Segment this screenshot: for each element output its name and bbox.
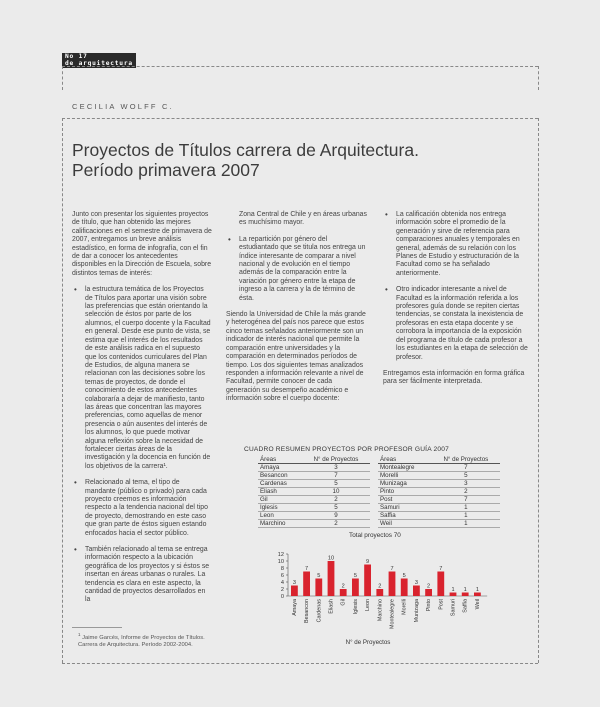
- row-value: 1: [432, 512, 500, 520]
- bullet-professors: • Otro indicador interesante a nivel de Facultad es la información referida a los profesores guía donde se repiten ciertas tendencias, se constata la inexistencia de profesoras en esta etapa docente y se corrobora la importancia de la exposición del programa de título de cada profesor a los estudiantes en la etapa de selección de profesor.: [383, 286, 529, 362]
- row-name: Munizaga: [378, 480, 432, 488]
- title-line-1: Proyectos de Títulos carrera de Arquitectura.: [72, 140, 419, 160]
- row-name: Besancon: [258, 472, 302, 480]
- row-value: 5: [432, 472, 500, 480]
- title-line-2: Período primavera 2007: [72, 160, 260, 180]
- category-label: Iglesis: [352, 599, 359, 615]
- frame-left-top: [62, 66, 63, 90]
- table-row: [378, 512, 500, 520]
- article-title: [72, 140, 492, 180]
- frame-rule: [62, 118, 538, 119]
- bar: [437, 572, 444, 597]
- bar: [376, 589, 383, 596]
- x-axis-label: N° de Proyectos: [345, 639, 391, 646]
- total-projects: Total proyectos 70: [349, 532, 401, 539]
- table-row: [258, 496, 370, 504]
- y-tick-label: 2: [280, 587, 284, 593]
- row-value: 7: [432, 496, 500, 504]
- table-row: [258, 512, 370, 520]
- table-row: [378, 488, 500, 496]
- table-row: [378, 520, 500, 528]
- bar: [462, 593, 469, 597]
- table-row: [258, 488, 370, 496]
- bullet-client-type: • Relacionado al tema, el tipo de mandante (público o privado) para cada proyecto creemos es información respecto a la tendencia nacional del tipo de proyecto, demostrando en este caso que gran parte de éstos siguen estando enfocados hacia el sector público.: [72, 479, 212, 538]
- table-row: [378, 504, 500, 512]
- table-row: [378, 472, 500, 480]
- intro-paragraph: Junto con presentar los siguientes proyectos de título, que han obtenido las mejores calificaciones en el semestre de primavera de 2007, entregamos un breve análisis estadístico, en forma de infografía, con el fin de dar a conocer los antecedentes disponibles en la Dirección de Escuela, sobre distintos temas de interés:: [72, 211, 212, 277]
- frame-right-top: [538, 66, 539, 90]
- author: CECILIA WOLFF C.: [72, 102, 174, 111]
- row-name: Pinto: [378, 488, 432, 496]
- header-area: Áreas: [378, 456, 432, 464]
- y-tick-label: 4: [280, 580, 284, 586]
- projects-bar-chart: [266, 548, 496, 648]
- row-name: Leon: [258, 512, 302, 520]
- footnote-line-2: Carrera de Arquitectura. Período 2002-2004.: [78, 642, 193, 649]
- row-value: 5: [302, 504, 370, 512]
- y-tick-label: 10: [277, 559, 284, 565]
- bar: [413, 586, 420, 597]
- y-tick-label: 8: [280, 566, 284, 572]
- table-row: [258, 504, 370, 512]
- frame-bottom: [62, 663, 538, 664]
- category-label: Morelli: [401, 599, 408, 615]
- category-label: Post: [438, 599, 445, 610]
- bar: [450, 593, 457, 597]
- footnote-mark: 1: [78, 632, 81, 637]
- header-count: N° de Proyectos: [432, 456, 500, 464]
- category-label: Saffia: [462, 599, 469, 613]
- row-value: 1: [432, 504, 500, 512]
- row-name: Gil: [258, 496, 302, 504]
- university-paragraph: Siendo la Universidad de Chile la más grande y heterogénea del país nos parece que estos cinco temas señalados anteriormente son un indicador de interés nacional que permite la comparación entre universidades y la comparación en determinados períodos de tiempo. Los dos siguientes temas analizados responden a información relevante a nivel de Facultad, permite conocer de cada generación su desempeño académico e información sobre el cuerpo docente:: [226, 311, 366, 403]
- header-count: N° de Proyectos: [302, 456, 370, 464]
- category-label: Amaya: [291, 599, 298, 616]
- frame-top: [62, 66, 538, 67]
- bullet-gender: • La repartición por género del estudiantado que se titula nos entrega un índice interesante de comparar a nivel nacional y de evolución en el tiempo además de la comparación entre la variación por género entre la etapa de ingreso a la carrera y la de término de ésta.: [226, 236, 368, 303]
- row-value: 2: [302, 496, 370, 504]
- summary-table-right: [378, 456, 500, 528]
- bar: [389, 572, 396, 597]
- bar-value-label: 3: [414, 580, 418, 586]
- summary-table-left: [258, 456, 370, 528]
- row-value: 5: [302, 480, 370, 488]
- row-name: Montealegre: [378, 464, 432, 472]
- frame-right: [538, 118, 539, 663]
- row-name: Morelli: [378, 472, 432, 480]
- category-label: Samuri: [450, 599, 457, 617]
- category-label: Eliash: [328, 599, 335, 614]
- row-name: Iglesis: [258, 504, 302, 512]
- bar: [340, 589, 347, 596]
- closing-paragraph: Entregamos esta información en forma gráfica para ser fácilmente interpretada.: [383, 369, 525, 386]
- row-name: Cardenas: [258, 480, 302, 488]
- row-value: 2: [302, 520, 370, 528]
- bullet-location: • También relacionado al tema se entrega información respecto a la ubicación geográfica de los proyectos y si éstos se insertan en áreas urbanas o rurales. La tendencia es clara en este aspecto, la cantidad de proyectos desarrollados en la: [72, 546, 212, 605]
- row-value: 3: [432, 480, 500, 488]
- bar-value-label: 2: [341, 583, 345, 590]
- bar-value-label: 3: [292, 580, 296, 586]
- row-value: 1: [432, 520, 500, 528]
- section-name: de arquitectura: [65, 59, 133, 67]
- bar-value-label: 9: [366, 559, 370, 565]
- issue-number: No 17: [65, 53, 88, 60]
- row-name: Marchino: [258, 520, 302, 528]
- footnote-rule: [72, 627, 122, 628]
- bullet-themes: • la estructura temática de los Proyectos de Títulos para aportar una visión sobre las preferencias que están orientando la selección de éstos por parte de los alumnos, el cuerpo docente y la Facultad en general. Desde ese punto de vista, se estima que el interés de los resultados de este análisis radica en el supuesto que los contenidos curriculares del Plan de Estudios, de alguna manera se relacionan con las decisiones sobre los temas de proyectos, de donde el conocimiento de estos antecedentes colaboraría a dejar de manifiesto, tanto las áreas que concentran las mayores preferencias, como aquellas de menor presencia o aún ausentes del interés de los alumnos, lo que puede motivar alguna reflexión sobre la necesidad de fortalecer ciertas áreas de la investigación y la docencia en función de los objetivos de la carrera¹.: [72, 286, 212, 471]
- category-label: Besancon: [304, 599, 311, 623]
- table-title: CUADRO RESUMEN PROYECTOS POR PROFESOR GUÍA 2007: [244, 446, 449, 453]
- header-area: Áreas: [258, 456, 302, 464]
- bar-value-label: 1: [475, 587, 479, 593]
- bar: [303, 572, 310, 597]
- row-name: Amaya: [258, 464, 302, 472]
- table-row: [258, 472, 370, 480]
- column-2: [226, 211, 368, 412]
- bar-value-label: 1: [451, 587, 455, 593]
- y-tick-label: 12: [277, 552, 284, 558]
- bar: [474, 593, 481, 597]
- bar-value-label: 5: [402, 573, 406, 579]
- column-1: [72, 211, 212, 613]
- row-value: 3: [302, 464, 370, 472]
- row-name: Eliash: [258, 488, 302, 496]
- bar-value-label: 1: [463, 587, 467, 593]
- row-name: Weil: [378, 520, 432, 528]
- category-label: Montealegre: [389, 599, 396, 629]
- table-header-row: [258, 456, 370, 464]
- row-value: 7: [302, 472, 370, 480]
- y-tick-label: 6: [280, 573, 284, 579]
- footnote: [78, 631, 205, 650]
- category-label: Munizaga: [413, 599, 420, 623]
- row-value: 10: [302, 488, 370, 496]
- bar-value-label: 5: [353, 573, 357, 579]
- bar-value-label: 10: [327, 555, 335, 562]
- bar: [328, 561, 335, 596]
- table-row: [378, 464, 500, 472]
- bar: [364, 565, 371, 597]
- category-label: Marchino: [377, 599, 384, 622]
- category-label: Leon: [365, 599, 372, 611]
- bar: [425, 589, 432, 596]
- table-row: [258, 480, 370, 488]
- bar: [315, 579, 322, 597]
- row-name: Post: [378, 496, 432, 504]
- table-row: [258, 464, 370, 472]
- row-value: 2: [432, 488, 500, 496]
- row-name: Samuri: [378, 504, 432, 512]
- bar: [401, 579, 408, 597]
- category-label: Weil: [474, 599, 481, 610]
- category-label: Pinto: [426, 599, 433, 612]
- table-header-row: [378, 456, 500, 464]
- row-value: 7: [432, 464, 500, 472]
- bar-value-label: 5: [317, 573, 321, 579]
- category-label: Gil: [340, 599, 347, 606]
- bar-value-label: 7: [439, 566, 443, 572]
- row-name: Saffia: [378, 512, 432, 520]
- continued-text: Zona Central de Chile y en áreas urbanas es muchísimo mayor.: [239, 211, 367, 227]
- bar-value-label: 2: [378, 583, 382, 590]
- bullet-grades: • La calificación obtenida nos entrega información sobre el promedio de la generación y sirve de referencia para comparaciones anuales y temporales en general, además de su relación con los Planes de Estudio y estructuración de la Facultad como se ha señalado anteriormente.: [383, 211, 529, 278]
- row-value: 9: [302, 512, 370, 520]
- table-row: [378, 496, 500, 504]
- frame-left: [62, 118, 63, 663]
- category-label: Cardenas: [316, 599, 323, 623]
- bar: [291, 586, 298, 597]
- footnote-line-1: Jaime Garcés, Informe de Proyectos de Títulos.: [82, 634, 205, 641]
- table-row: [258, 520, 370, 528]
- bar: [352, 579, 359, 597]
- table-row: [378, 480, 500, 488]
- y-tick-label: 0: [280, 594, 284, 600]
- bar-value-label: 2: [427, 583, 431, 590]
- bar-value-label: 7: [305, 566, 309, 572]
- column-3: [383, 211, 529, 395]
- bar-value-label: 7: [390, 566, 394, 572]
